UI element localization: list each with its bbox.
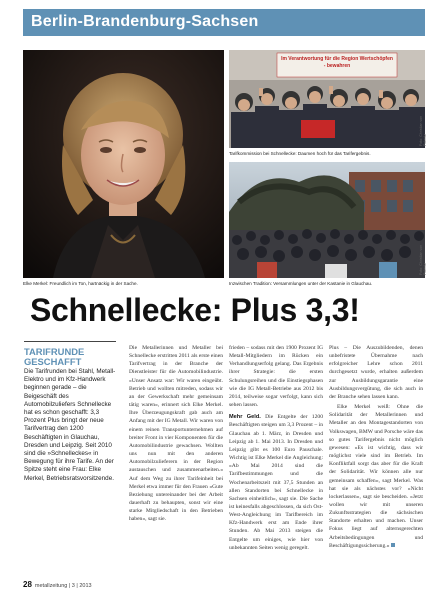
banner-text: Im Verantwortung für die Region Wertschöpfen - bewahren (281, 56, 393, 69)
column-2-paragraph-2: Die Entgelte der 1200 Beschäftigten steigen um 3,3 Prozent – in Glauchau ab 1. März, in Dresden und Leipzig ab 1. Mai 2013. In Dresden und Leipzig gibt es 100 Euro Pauschale. Wichtig ist Elke Merkel die Angleichung: »Ab Mai 2014 sind die Tarifbestimmungen und die Wochenarbeitszeit mit 37,5 Stunden an allen Standorten bei Schnellecke in Sachsen einheitlich«, sagt sie. Die Sache ist keinesfalls abgeschlossen, da sich Ost-West-Angleichung im Tarifbereich im Kfz-Handwerk erst am Ende ihrer Stunden. Ab Mai 2013 steigen die Entgelte um einiges, wie hier von unbekannten Seiten wenig geregelt. (229, 414, 323, 551)
section-header (23, 9, 425, 36)
page-number: 28 (23, 580, 32, 589)
assembly-illustration (229, 162, 425, 278)
end-mark-icon (391, 543, 395, 547)
section-title: Berlin-Brandenburg-Sachsen (31, 13, 259, 30)
group-photo (229, 50, 425, 148)
article-column-3 (329, 344, 423, 550)
teaser-rule (24, 341, 116, 342)
column-3-paragraph-1: Plus – Die Auszubildenden, denen unbefristete Übernahme nach erfolgreicher Lehre schon 2011 durchgesetzt wurde, erhalten außerdem zur Ausbildungsgarantie eine Ausbildungsvergütung, die sich auch in der Branche sehen lassen kann. (329, 345, 423, 400)
group-credit: Foto: Christian von Polentz (419, 115, 427, 146)
article-column-1 (129, 344, 223, 523)
magazine-issue: metallzeitung | 3 | 2013 (34, 583, 92, 589)
portrait-photo (23, 50, 224, 278)
column-1-text: Die Metallerinnen und Metaller bei Schnellecke erstritten 2011 als erste einen Tarifvertrag in der Branche der Dienstleister für die Automobilindustrie. »Unser Ansatz war: Wir waren eingeübt. Betrieb und wollten mitreden, sodass wir an der Gewerkschaft mehr gemeinsam tätig waren«, erinnert sich Elke Merkel. Ihre Überzeugungskraft gab auch am Anfang mit der IG Metall. Wir waren von einem reinen Transportunternehmen auf breiter Front in vier Komponenten für die Automobilindustrie gewachsen. Wollten uns nun mit den anderen Automobilzulieferern in der Region austauschen und zusammenarbeiten.« Auf dem Weg zu ihrer Tarifeinheit bei Merkel etwa immer für den Frauen «Gute Beziehung untereinander bei der Arbeit dauerhaft zu behaupten, sonst wir eine starke Mitgliedschaft in den Betrieben haben«, sagt sie. (129, 345, 223, 523)
portrait-caption: Elke Merkel: Freundlich im Ton, hartnäckig in der Sache. (23, 281, 138, 286)
assembly-photo (229, 162, 425, 278)
article-headline: Schnellecke: Plus 3,3! (30, 292, 360, 328)
column-2-paragraph-1: frieden – sodass mit den 1900 Prozent IG Metall-Mitgliedern im Rücken ein Verhandlungserfolg gelang. Das Ergebnis ihrer Strategie: die ersten Schulungsreihen und die Einstiegsphasen wie die IG Metall-Betriebe aus 2012 bis 2014, teilweise sogar verfolgt, kann sich sehen lassen. (229, 345, 323, 409)
assembly-caption: Inzwischen Tradition: Versammlungen unter der Kastanie in Glauchau. (229, 281, 373, 286)
column-3-paragraph-2: Elke Merkel weiß: Ohne die Solidarität der Metallerinnen und Metaller an den Montagestandorten von Volkswagen, BMW und Porsche wäre das so gutes Tarifergebnis nicht möglich gewesen: »Es ist wichtig, dass wir möglichst viele sind im Betrieb. Im Konfliktfall sorgt das aber für die Kraft der Solidarität. Wir können alle nur gemeinsam schaffen«, sagt Merkel. Was hat sie als nächstes vor? »Nicht lockerlassen«, sagt sie bescheiden. »Jetzt wollen wir mit unseren Zukunftsstrategien die sächsischen Standorte erhalten und machen. Unser Fokus liegt auf alternsgerechten Arbeitsbedingungen und Beschäftigungssicherung.« (329, 404, 423, 549)
assembly-credit: Foto: Christian von Polentz (419, 244, 427, 275)
kicker-line-1: TARIFRUNDE (24, 346, 85, 357)
article-teaser: Die Tarifrunden bei Stahl, Metall-Elektro und im Kfz-Handwerk beginnen gerade – die Beigeschäft des Automobilzuliefers Schnellecke hat es schon geschafft: 3,3 Prozent Plus bringt der neue Tarifvertrag den 1200 Beschäftigten in Glauchau, Dresden und Leipzig. Seit 2010 sind die »Schnelleckes« in Bewegung für ihre Tarife. An der Spitze steht eine Frau: Elke Merkel, Betriebsratsvorsitzende. (24, 368, 116, 482)
kicker-line-2: GESCHAFFT (24, 356, 82, 367)
page-footer (23, 580, 92, 589)
portrait-illustration (23, 50, 224, 278)
article-column-2 (229, 344, 323, 552)
group-caption: Tarifkommission bei Schnellecke: Daumen hoch für das Tarifergebnis. (229, 151, 371, 156)
column-2-lead: Mehr Geld. (229, 414, 261, 421)
